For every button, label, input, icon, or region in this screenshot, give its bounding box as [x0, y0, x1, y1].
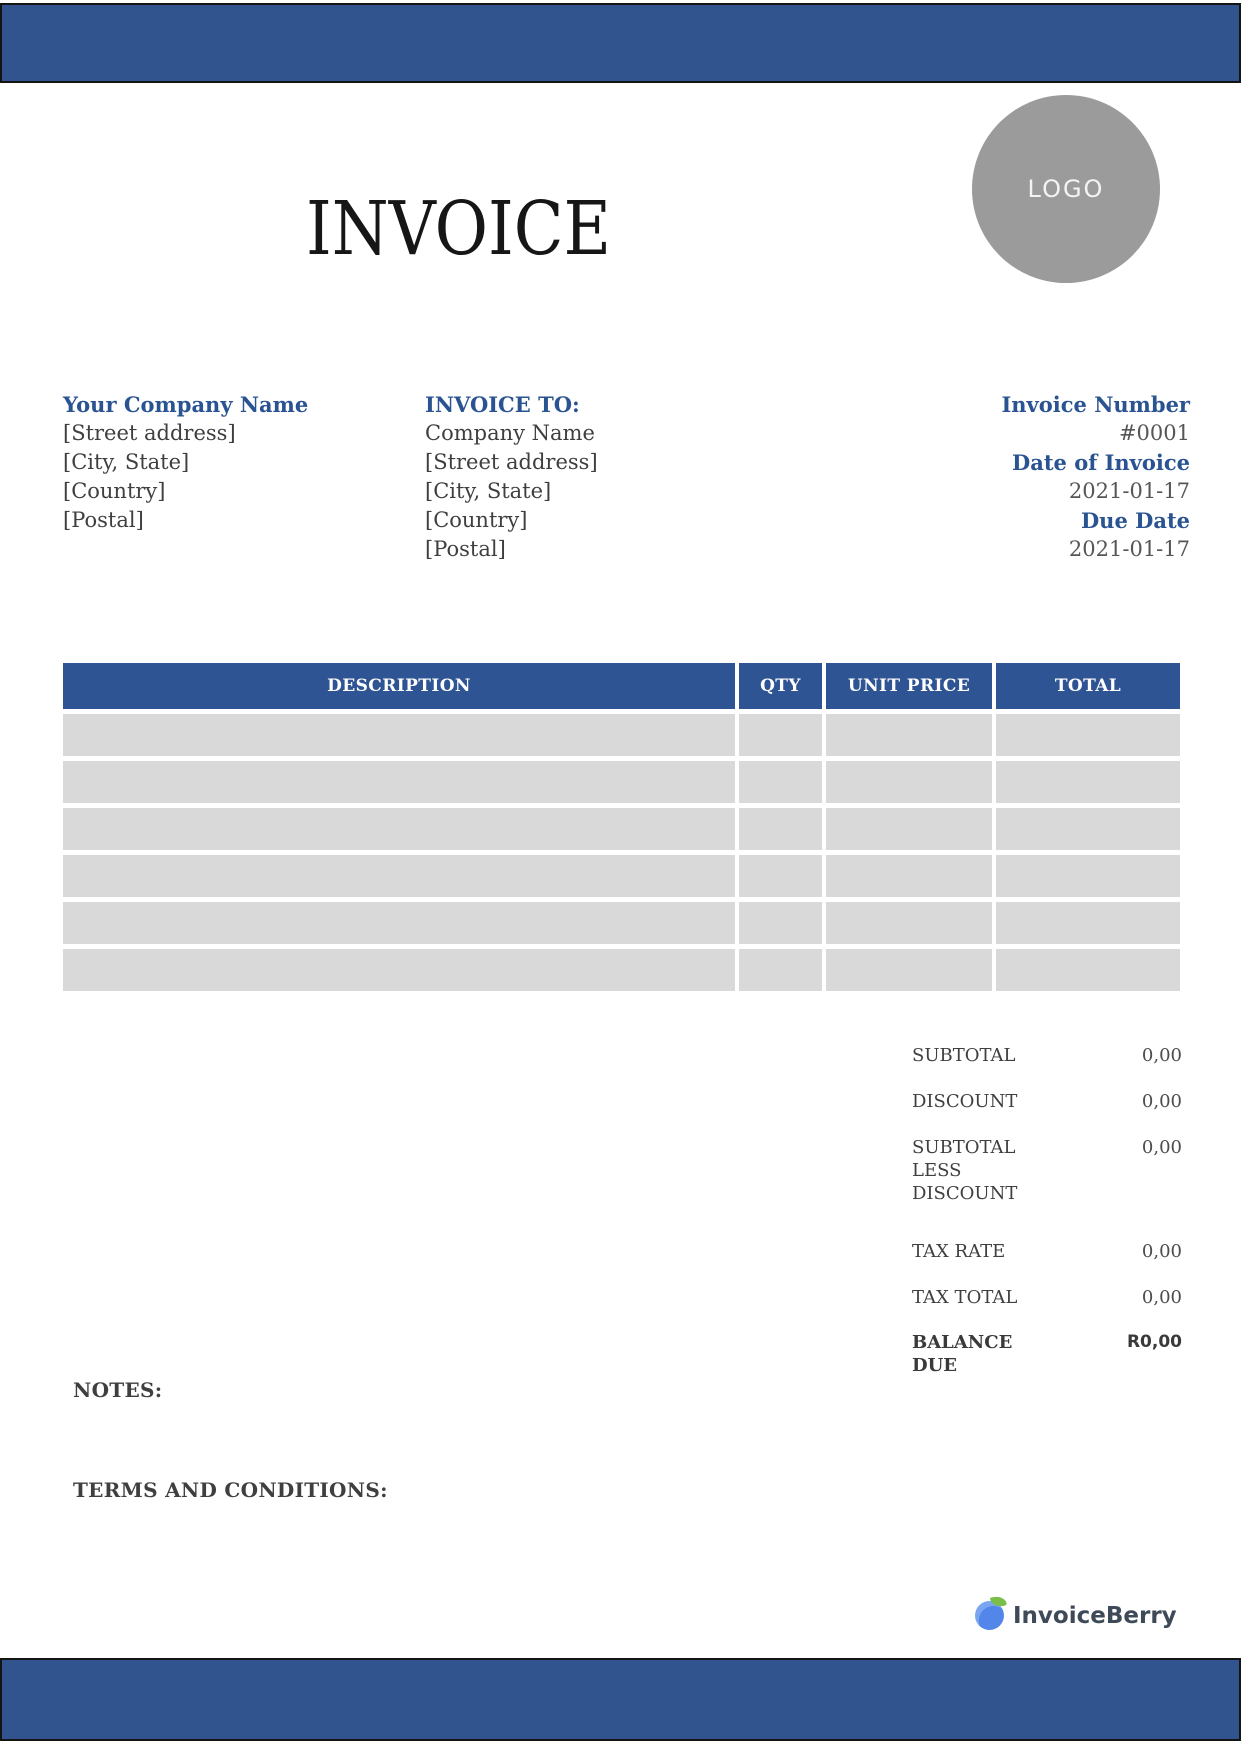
table-cell-total [996, 808, 1180, 850]
subtotal-less-discount-label: SUBTOTAL LESS DISCOUNT [912, 1137, 1018, 1204]
invoice-number-value: #0001 [1118, 421, 1190, 445]
tax-rate-row [912, 1240, 1182, 1263]
tax-total-value: 0,00 [1141, 1287, 1182, 1308]
table-cell-qty [739, 808, 822, 850]
table-cell-description [63, 761, 735, 803]
table-cell-qty [739, 855, 822, 897]
table-cell-unit-price [826, 761, 992, 803]
discount-value: 0,00 [1141, 1091, 1182, 1112]
table-header-row [63, 663, 1180, 709]
table-cell-total [996, 761, 1180, 803]
column-header-description: DESCRIPTION [63, 663, 735, 709]
logo-placeholder [972, 95, 1160, 283]
company-city-state: [City, State] [63, 450, 190, 474]
table-cell-unit-price [826, 808, 992, 850]
subtotal-less-discount-row [912, 1136, 1182, 1205]
client-company-name: Company Name [425, 421, 595, 445]
subtotal-value: 0,00 [1141, 1045, 1182, 1066]
bottom-banner-bar [0, 1658, 1241, 1741]
tax-rate-value: 0,00 [1141, 1241, 1182, 1262]
invoice-date-value: 2021-01-17 [1068, 479, 1190, 503]
terms-label: TERMS AND CONDITIONS: [73, 1478, 388, 1502]
berry-icon [975, 1601, 1004, 1630]
table-row [63, 714, 1180, 756]
column-header-qty: QTY [739, 663, 822, 709]
client-postal: [Postal] [425, 537, 506, 561]
table-cell-qty [739, 714, 822, 756]
company-postal: [Postal] [63, 508, 144, 532]
table-cell-qty [739, 902, 822, 944]
balance-due-value: R0,00 [1126, 1332, 1182, 1352]
table-cell-description [63, 902, 735, 944]
due-date-label: Due Date [1080, 508, 1190, 533]
invoice-title: INVOICE [306, 186, 612, 272]
invoice-meta-block [1001, 390, 1190, 564]
table-cell-qty [739, 761, 822, 803]
company-street: [Street address] [63, 421, 236, 445]
invoice-number-label: Invoice Number [1001, 392, 1190, 417]
company-country: [Country] [63, 479, 166, 503]
table-row [63, 855, 1180, 897]
company-name: Your Company Name [63, 392, 309, 417]
tax-total-row [912, 1286, 1182, 1309]
discount-label: DISCOUNT [912, 1091, 1018, 1112]
table-cell-total [996, 855, 1180, 897]
table-cell-description [63, 808, 735, 850]
table-cell-description [63, 949, 735, 991]
subtotal-row [912, 1044, 1182, 1067]
client-street: [Street address] [425, 450, 598, 474]
table-cell-total [996, 949, 1180, 991]
balance-due-row [912, 1331, 1182, 1377]
table-row [63, 902, 1180, 944]
table-cell-unit-price [826, 902, 992, 944]
table-cell-description [63, 714, 735, 756]
invoice-to-block [425, 390, 598, 564]
line-items-table [63, 663, 1180, 991]
client-country: [Country] [425, 508, 528, 532]
table-cell-unit-price [826, 855, 992, 897]
table-row [63, 761, 1180, 803]
balance-due-label: BALANCE DUE [912, 1332, 1013, 1376]
invoice-to-label: INVOICE TO: [425, 392, 580, 417]
logo-text: LOGO [1027, 175, 1105, 203]
invoiceberry-wordmark: InvoiceBerry [1013, 1602, 1177, 1629]
table-cell-total [996, 902, 1180, 944]
table-cell-description [63, 855, 735, 897]
table-row [63, 949, 1180, 991]
table-cell-qty [739, 949, 822, 991]
table-cell-total [996, 714, 1180, 756]
notes-label: NOTES: [73, 1378, 163, 1402]
company-block [63, 390, 308, 535]
tax-total-label: TAX TOTAL [912, 1287, 1018, 1308]
leaf-icon [990, 1594, 1007, 1608]
discount-row [912, 1090, 1182, 1113]
top-banner-bar [0, 3, 1241, 83]
column-header-total: TOTAL [996, 663, 1180, 709]
subtotal-label: SUBTOTAL [912, 1045, 1016, 1066]
subtotal-less-discount-value: 0,00 [1141, 1137, 1182, 1158]
table-cell-unit-price [826, 949, 992, 991]
client-city-state: [City, State] [425, 479, 552, 503]
invoice-date-label: Date of Invoice [1012, 450, 1190, 475]
tax-rate-label: TAX RATE [912, 1241, 1006, 1262]
table-row [63, 808, 1180, 850]
column-header-unit-price: UNIT PRICE [826, 663, 992, 709]
table-cell-unit-price [826, 714, 992, 756]
due-date-value: 2021-01-17 [1068, 537, 1190, 561]
invoiceberry-logo [975, 1601, 1177, 1630]
